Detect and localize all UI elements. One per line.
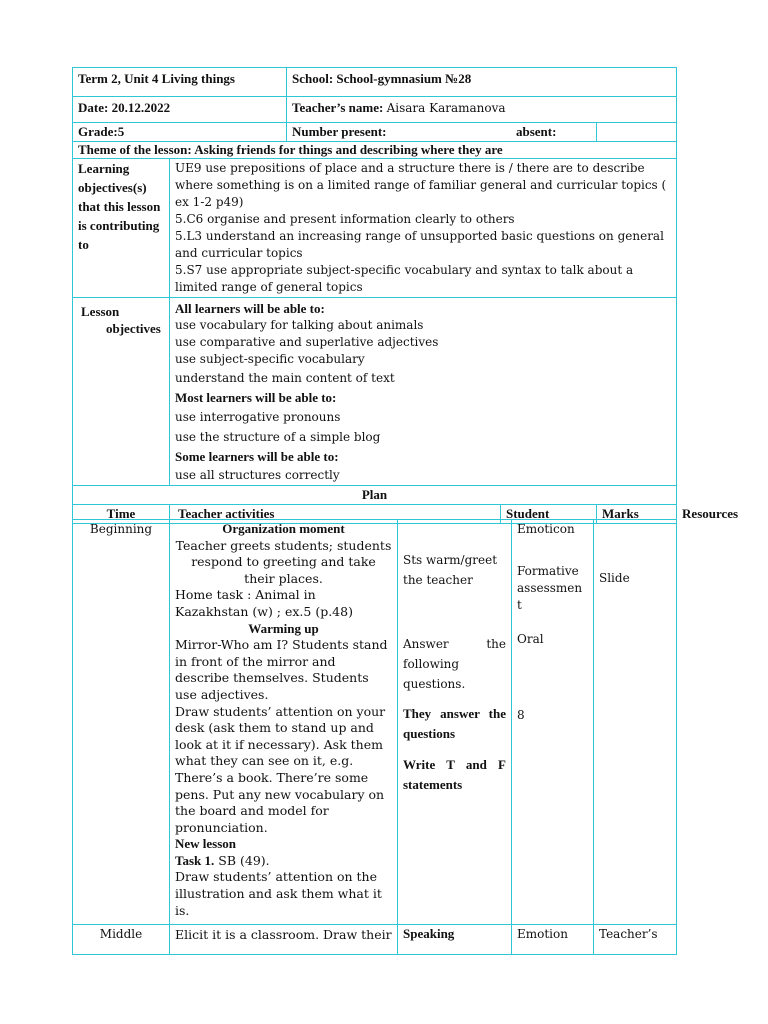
objective-item: understand the main content of text [175,371,395,385]
objective-item: use comparative and superlative adjectives [175,335,439,349]
warming-up-text-1: Mirror-Who am I? Students stand in front of the mirror and describe themselves. Students use adjectives. [175,637,388,702]
teacher-activities-middle: Elicit it is a classroom. Draw their [170,925,398,955]
objective-item: use subject-specific vocabulary [175,352,365,366]
absent-cell [516,123,677,142]
term-unit-cell: Term 2, Unit 4 Living things [73,68,287,97]
organization-heading: Organization moment [222,521,345,536]
grade-cell: Grade:5 [73,123,287,142]
objective-item: use interrogative pronouns [175,410,341,424]
home-task: Home task : Animal in Kazakhstan (w) ; ex.5 (p.48) [175,587,353,619]
resources-middle: Teacher’s [594,925,677,955]
plan-body-table [72,519,677,955]
teacher-label: Teacher’s name: [292,100,384,115]
warming-up-text-2: Draw students’ attention on your desk (ask them to stand up and look at it if necessary). Ask them what they can see on it, e.g. There’s a book. There’re some pens. Put any new vocabulary on the board and model for pronunciation. [175,703,386,835]
learning-objective-item: 5.C6 organise and present information clearly to others [175,212,515,226]
teacher-activities-beginning [170,520,398,925]
school-label: School: [292,71,334,86]
student-note: Answer the following questions. [403,637,506,691]
lesson-objectives-label: Lesson objectives [73,298,170,486]
learning-objective-item: 5.S7 use appropriate subject-specific vocabulary and syntax to talk about a limited range of general topics [175,263,634,294]
col-student-header: Student [501,505,597,524]
student-middle: Speaking [398,925,512,955]
learning-objective-item: UE9 use prepositions of place and a structure there is / there are to describe where something is on a limited range of familiar general and curricular topics ( ex 1-2 p49) [175,161,667,209]
task-ref: SB (49). [218,852,270,868]
task-line [175,853,392,870]
most-learners-heading: Most learners will be able to: [175,390,337,405]
absent-label: absent: [516,124,557,139]
col-marks-label: Marks [602,506,639,521]
warming-up-heading: Warming up [248,620,319,636]
lesson-plan-table: Term 2, Unit 4 Living things School: School-gymnasium №28 Date: 20.12.2022 Teacher’s name: Aisara Karamanova Grade:5 Number present: absent: Theme of the lesson: Asking friends for things and describing where they are Learning objectives(s) that this lesson is contributing to UE9 use prepositions of place and a structure there is / there are to describe where something is on a limited range of familiar general and curricular topics ( ex 1-2 p49) 5.C6 organise and present information clearly to others 5.L3 understand an increasing range of unsupported basic questions on general and curricular topics 5.S7 use appropriate subject-specific vocabulary and syntax to talk about a limited range of general topics Lesson objectives All learners will be able to: use vocabulary for talking about animals use comparative and superlative adjectives use subject-specific vocabulary understand the main content of text Most learners will be able to: use interrogative pronouns use the structure of a simple blog Some learners will be able to: use all structures correctly Plan Time Teacher activities Student Marks Resources [72,67,677,524]
all-learners-heading: All learners will be able to: [175,301,325,316]
objective-item: use all structures correctly [175,468,340,482]
task-text: Draw students’ attention on the illustration and ask them what it is. [175,869,382,918]
col-teacher-header: Teacher activities [170,505,501,524]
theme-cell: Theme of the lesson: Asking friends for things and describing where they are [73,142,677,159]
school-value: School-gymnasium №28 [336,71,472,86]
learning-objective-item: 5.L3 understand an increasing range of unsupported basic questions on general and curricular topics [175,229,664,260]
date-cell: Date: 20.12.2022 [73,97,287,123]
plan-title: Plan [73,486,677,505]
time-middle: Middle [73,925,170,955]
student-note: They answer the questions [403,706,506,741]
student-note: Sts warm/greet the teacher [403,553,498,587]
time-beginning: Beginning [73,520,170,925]
lesson-objectives-list [170,298,677,486]
col-time-header: Time [73,505,170,524]
objective-item: use the structure of a simple blog [175,430,381,444]
mark-item: Oral [517,632,544,646]
student-beginning [398,520,512,925]
school-cell [287,68,677,97]
learning-objectives-label: Learning objectives(s) that this lesson is contributing to [73,159,170,298]
resources-beginning: Slide [594,520,677,925]
learning-objectives-list [170,159,677,298]
marks-middle: Emotion [512,925,594,955]
student-note: Write T and F statements [403,757,506,792]
some-learners-heading: Some learners will be able to: [175,449,339,464]
objective-item: use vocabulary for talking about animals [175,318,424,332]
marks-beginning [512,520,594,925]
teacher-value: Aisara Karamanova [386,101,506,115]
number-present-label: Number present: [292,124,387,139]
new-lesson-heading: New lesson [175,836,237,852]
mark-item: Formative assessmen t [517,564,583,612]
organization-text: Teacher greets students; students respond to greeting and take their places. [175,537,392,586]
task-label: Task 1. [175,852,215,868]
teacher-name-cell [287,97,677,123]
mark-item: 8 [517,708,525,722]
mark-item: Emoticon [517,522,575,536]
